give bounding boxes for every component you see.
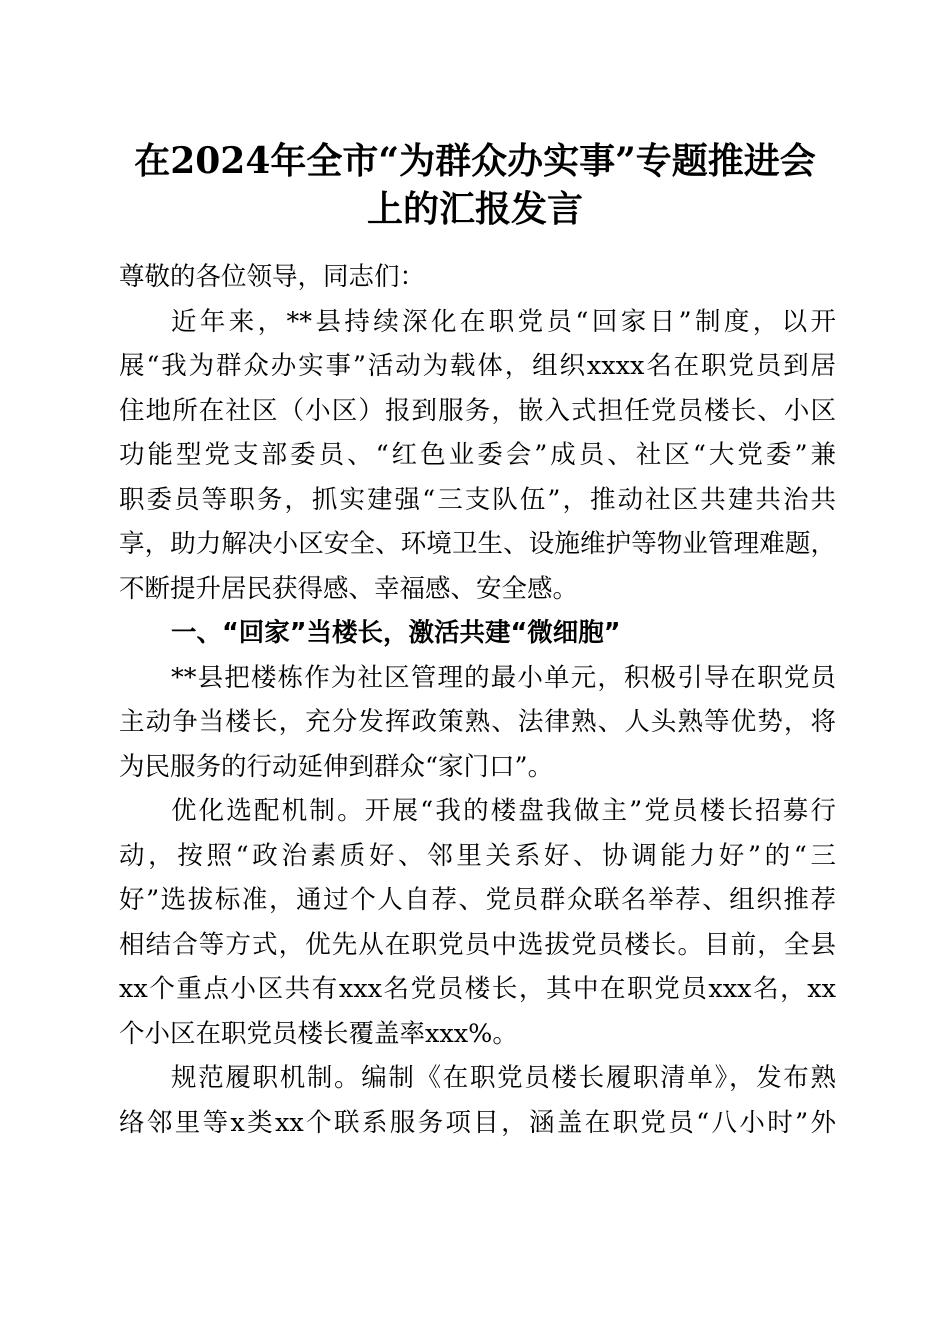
paragraph-line: 不断提升居民获得感、幸福感、安全感。 [119,573,579,604]
section-heading: 一、“回家”当楼长，激活共建“微细胞” [171,618,621,648]
paragraph-line: 优化选配机制。开展“我的楼盘我做主”党员楼长招募行 [171,796,836,826]
paragraph-line: 享，助力解决小区安全、环境卫生、设施维护等物业管理难题， [119,529,836,559]
salutation: 尊敬的各位领导，同志们： [119,262,426,292]
paragraph-line: 动，按照“政治素质好、邻里关系好、协调能力好”的“三 [119,840,836,871]
paragraph-line: xx个重点小区共有xxx名党员楼长，其中在职党员xxx名，xx [119,974,836,1004]
document-body [119,255,836,1145]
paragraph-line: 展“我为群众办实事”活动为载体，组织xxxx名在职党员到居 [119,351,836,381]
paragraph-line: 个小区在职党员楼长覆盖率xxx%。 [119,1018,518,1049]
paragraph-line: 为民服务的行动延伸到群众“家门口”。 [119,751,554,782]
paragraph-line: 规范履职机制。编制《在职党员楼长履职清单》，发布熟 [171,1063,836,1093]
paragraph-line: 功能型党支部委员、“红色业委会”成员、社区“大党委”兼 [119,440,836,470]
document-title-line-1: 在2024年全市“为群众办实事”专题推进会 [134,140,816,182]
document-title-line-2: 上的汇报发言 [366,188,583,230]
paragraph-line: 职委员等职务，抓实建强“三支队伍”，推动社区共建共治共 [119,484,836,515]
paragraph-line: 好”选拔标准，通过个人自荐、党员群众联名举荐、组织推荐 [119,885,836,915]
paragraph-line: 主动争当楼长，充分发挥政策熟、法律熟、人头熟等优势，将 [119,707,836,737]
paragraph-line: 相结合等方式，优先从在职党员中选拔党员楼长。目前，全县 [119,929,836,960]
paragraph-line: 近年来，**县持续深化在职党员“回家日”制度，以开 [171,306,836,337]
paragraph-line: 住地所在社区（小区）报到服务，嵌入式担任党员楼长、小区 [119,395,836,426]
paragraph-line: **县把楼栋作为社区管理的最小单元，积极引导在职党员 [171,662,836,693]
paragraph-line: 络邻里等x类xx个联系服务项目，涵盖在职党员“八小时”外 [119,1107,836,1138]
